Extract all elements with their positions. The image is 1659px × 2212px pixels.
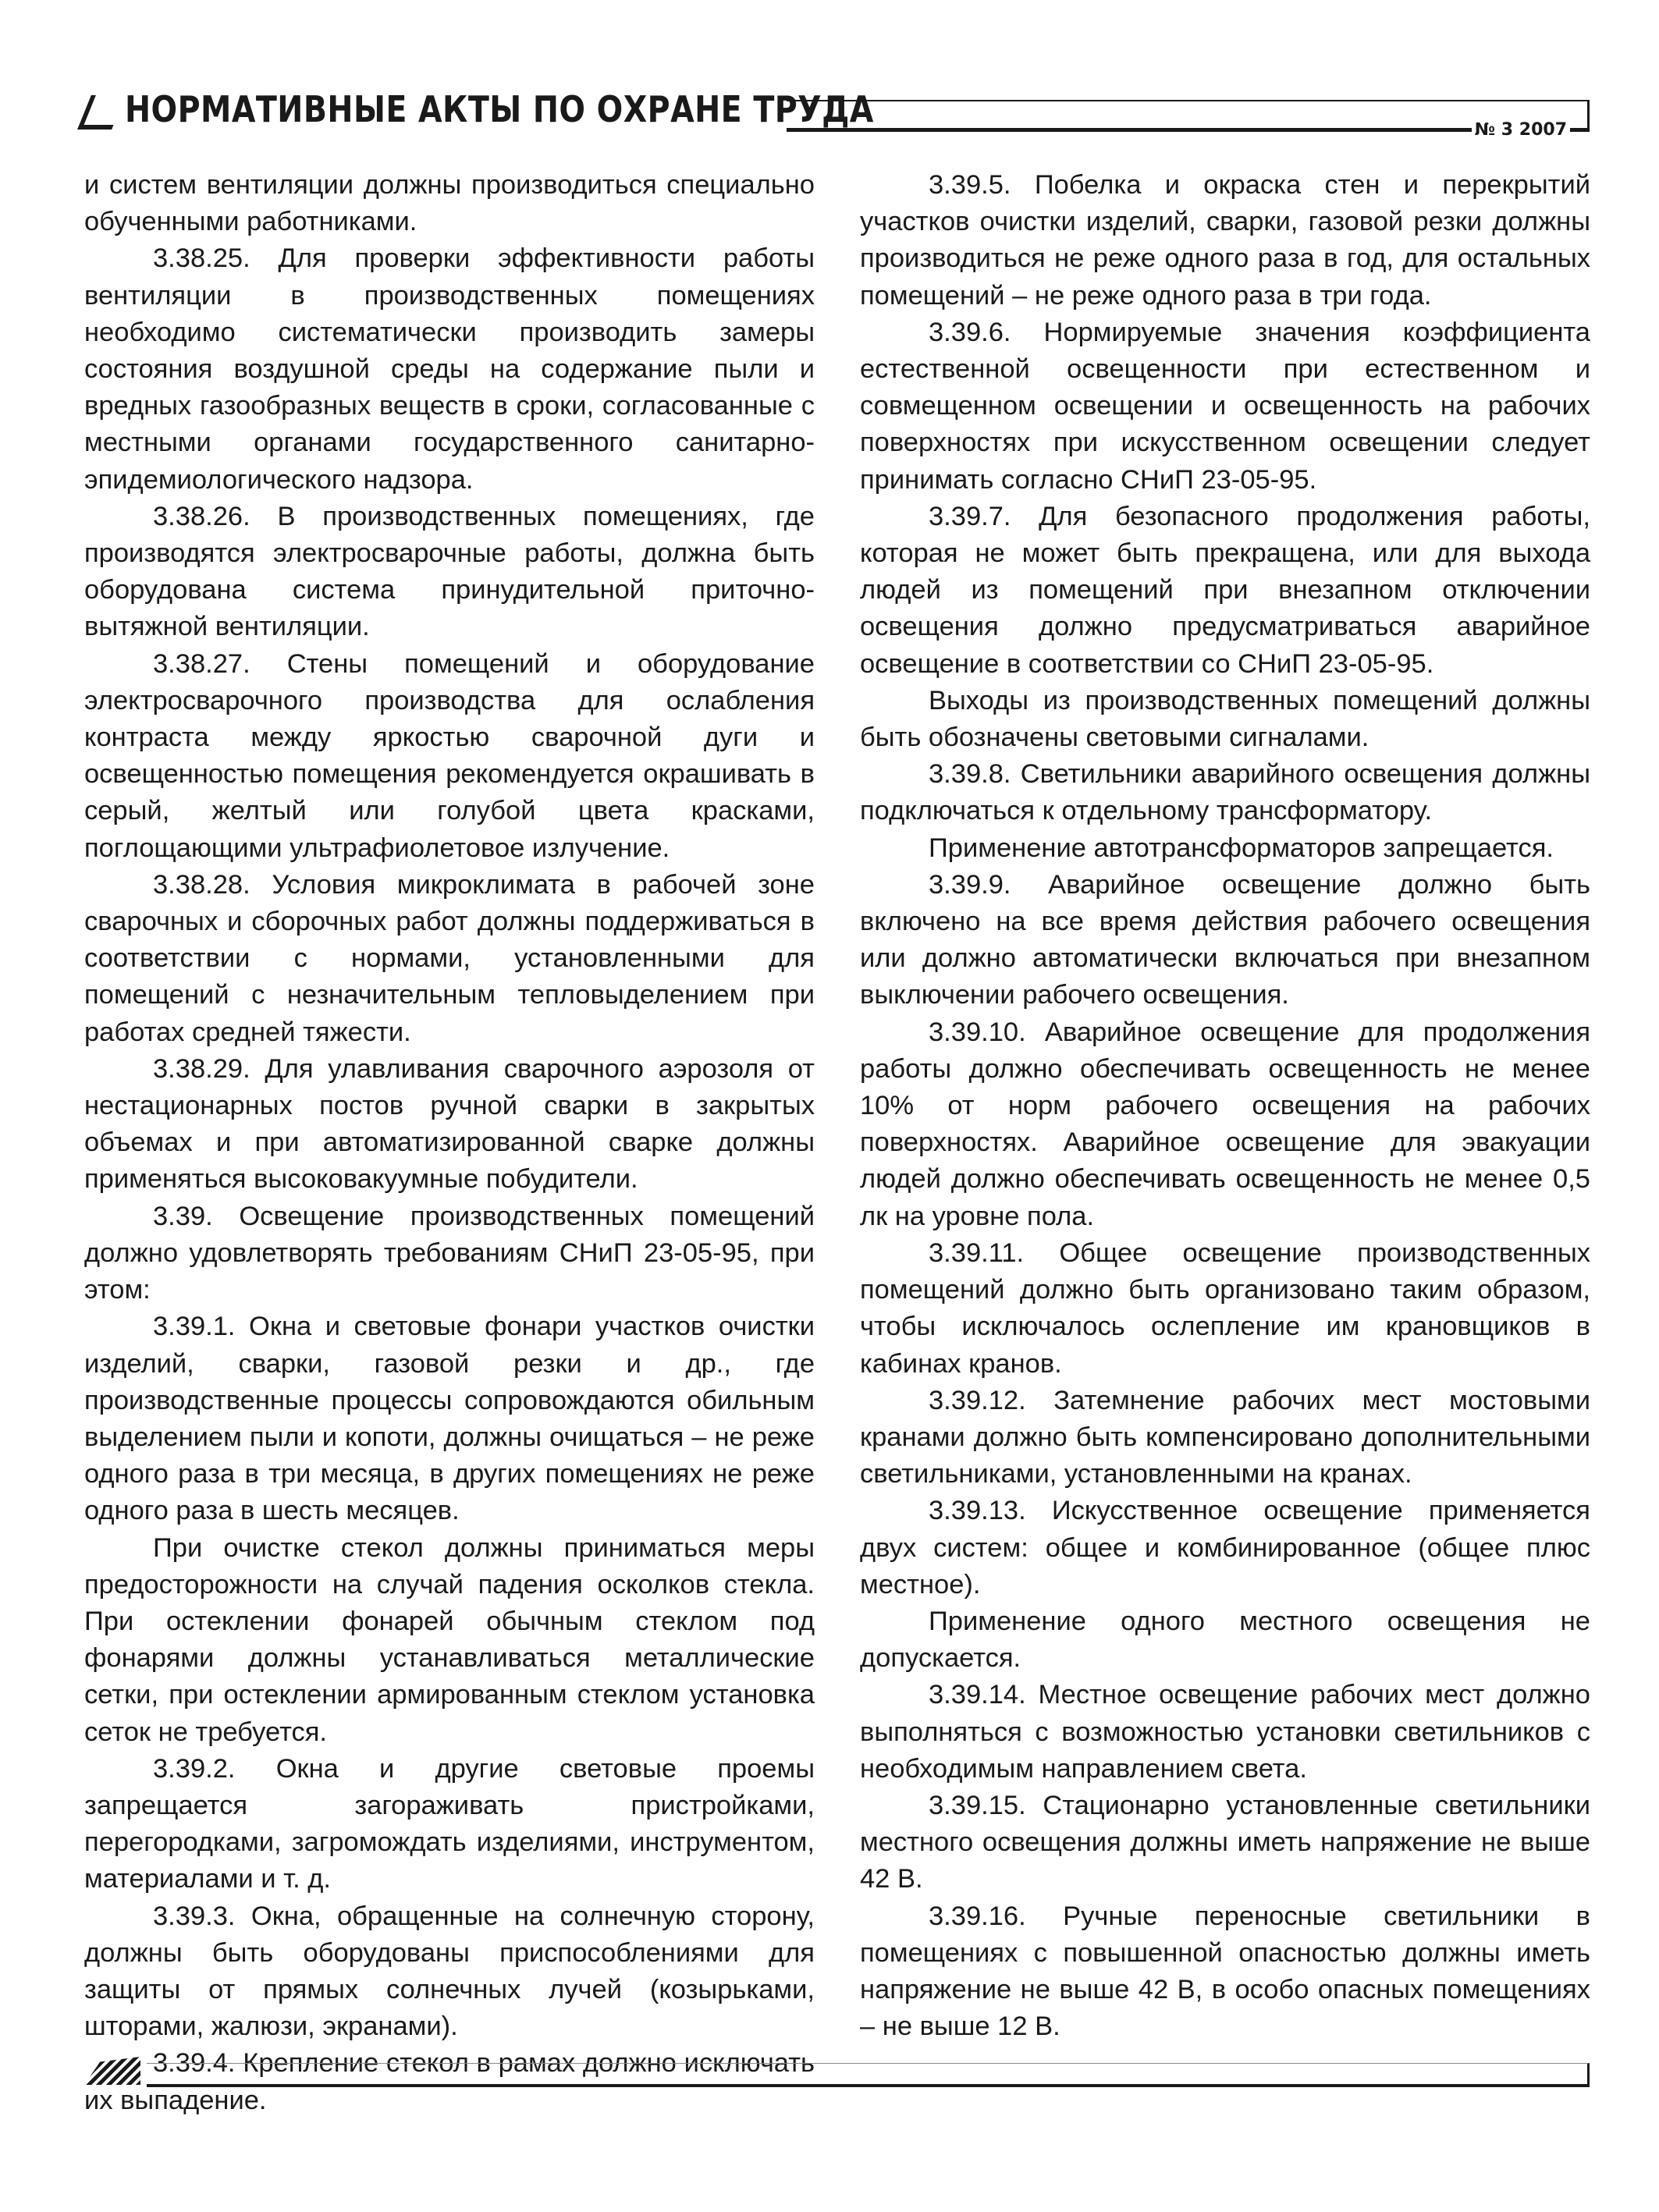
paragraph: Применение одного местного освещения не допускается.: [860, 1606, 1590, 1674]
paragraph: 3.39.10. Аварийное освещение для продолжения работы должно обеспечивать освещенность не менее 10% от норм рабочего освещения на рабочих поверхностях. Аварийное освещение для эвакуации людей должно обеспечивать освещенность не менее 0,5 лк на уровне пола.: [860, 1017, 1590, 1231]
paragraph: 3.38.26. В производственных помещениях, где производятся электросварочные работы, должна быть оборудована система принудительной приточно-вытяжной вентиляции.: [84, 501, 815, 642]
paragraph: 3.39. Освещение производственных помещений должно удовлетворять требованиям СНиП 23-05-95, при этом:: [84, 1201, 815, 1305]
header-slash-ornament: [77, 95, 126, 130]
header-rule: [787, 100, 1590, 140]
paragraph: Применение автотрансформаторов запрещается.: [929, 833, 1554, 863]
paragraph: 3.38.27. Стены помещений и оборудование электросварочного производства для ослабления контраста между яркостью сварочной дуги и освещенностью помещения рекомендуется окрашивать в серый, желтый или голубой цвета красками, поглощающими ультрафиолетовое излучение.: [84, 648, 815, 863]
paragraph: 3.39.2. Окна и другие световые проемы запрещается загораживать пристройками, перегородками, загромождать изделиями, инструментом, материалами и т. д.: [84, 1753, 815, 1894]
paragraph: 3.39.16. Ручные переносные светильники в помещениях с повышенной опасностью должны иметь напряжение не выше 42 В, в особо опасных помещениях – не выше 12 В.: [860, 1901, 1590, 2042]
paragraph: 3.39.9. Аварийное освещение должно быть включено на все время действия рабочего освещения или должно автоматически включаться при внезапном выключении рабочего освещения.: [860, 869, 1590, 1010]
paragraph: 3.39.1. Окна и световые фонари участков очистки изделий, сварки, газовой резки и др., где производственные процессы сопровождаются обильным выделением пыли и копоти, должны очищаться – не реже одного раза в три месяца, в других помещениях не реже одного раза в шесть месяцев.: [84, 1312, 815, 1526]
footer-rule: [147, 2063, 1590, 2087]
paragraph: 3.39.3. Окна, обращенные на солнечную сторону, должны быть оборудованы приспособлениями для защиты от прямых солнечных лучей (козырьками, шторами, жалюзи, экранами).: [84, 1901, 815, 2042]
paragraph: 3.39.4. Крепление стекол в рамах должно исключать их выпадение.: [84, 2048, 815, 2115]
article-body: [84, 167, 1590, 2119]
paragraph: 3.39.6. Нормируемые значения коэффициента естественной освещенности при естественном и совмещенном освещении и освещенность на рабочих поверхностях при искусственном освещении следует принимать согласно СНиП 23-05-95.: [860, 317, 1590, 495]
paragraph: 3.38.29. Для улавливания сварочного аэрозоля от нестационарных постов ручной сварки в закрытых объемах и при автоматизированной сварке должны применяться высоковакуумные побудители.: [84, 1053, 815, 1195]
left-column: [84, 167, 815, 2119]
paragraph: При очистке стекол должны приниматься меры предосторожности на случай падения осколков стекла. При остеклении фонарей обычным стеклом под фонарями должны устанавливаться металлические сетки, при остеклении армированным стеклом установка сеток не требуется.: [84, 1532, 815, 1747]
right-column: [860, 167, 1590, 2119]
paragraph: Выходы из производственных помещений должны быть обозначены световыми сигналами.: [860, 685, 1590, 753]
paragraph: 3.39.15. Стационарно установленные светильники местного освещения должны иметь напряжение не выше 42 В.: [860, 1790, 1590, 1894]
paragraph: 3.39.12. Затемнение рабочих мест мостовыми кранами должно быть компенсировано дополнительными светильниками, установленными на кранах.: [860, 1385, 1590, 1489]
section-title: НОРМАТИВНЫЕ АКТЫ ПО ОХРАНЕ ТРУДА: [125, 88, 874, 130]
paragraph: 3.39.5. Побелка и окраска стен и перекрытий участков очистки изделий, сварки, газовой резки должны производиться не реже одного раза в год, для остальных помещений – не реже одного раза в три года.: [860, 170, 1590, 311]
issue-number: № 3 2007: [1472, 120, 1570, 140]
paragraph: 3.39.13. Искусственное освещение применяется двух систем: общее и комбинированное (общее плюс местное).: [860, 1496, 1590, 1600]
paragraph: 3.38.25. Для проверки эффективности работы вентиляции в производственных помещениях необходимо систематически производить замеры состояния воздушной среды на содержание пыли и вредных газообразных веществ в сроки, согласованные с местными органами государственного санитарно-эпидемиологического надзора.: [84, 243, 815, 495]
page-footer: [84, 2057, 1590, 2091]
paragraph: и систем вентиляции должны производиться специально обученными работниками.: [84, 170, 815, 237]
paragraph: 3.38.28. Условия микроклимата в рабочей зоне сварочных и сборочных работ должны поддерживаться в соответствии с нормами, установленными для помещений с незначительным тепловыделением при работах средней тяжести.: [84, 869, 815, 1047]
page-header: [84, 86, 1590, 140]
paragraph: 3.39.11. Общее освещение производственных помещений должно быть организовано таким образом, чтобы исключалось ослепление им крановщиков в кабинах кранов.: [860, 1237, 1590, 1379]
paragraph: 3.39.7. Для безопасного продолжения работы, которая не может быть прекращена, или для выхода людей из помещений при внезапном отключении освещения должно предусматриваться аварийное освещение в соответствии со СНиП 23-05-95.: [860, 501, 1590, 679]
footer-hatch-ornament: [84, 2057, 140, 2085]
paragraph: 3.39.8. Светильники аварийного освещения должны подключаться к отдельному трансформатору.: [860, 759, 1590, 826]
paragraph: 3.39.14. Местное освещение рабочих мест должно выполняться с возможностью установки светильников с необходимым направлением света.: [860, 1680, 1590, 1784]
